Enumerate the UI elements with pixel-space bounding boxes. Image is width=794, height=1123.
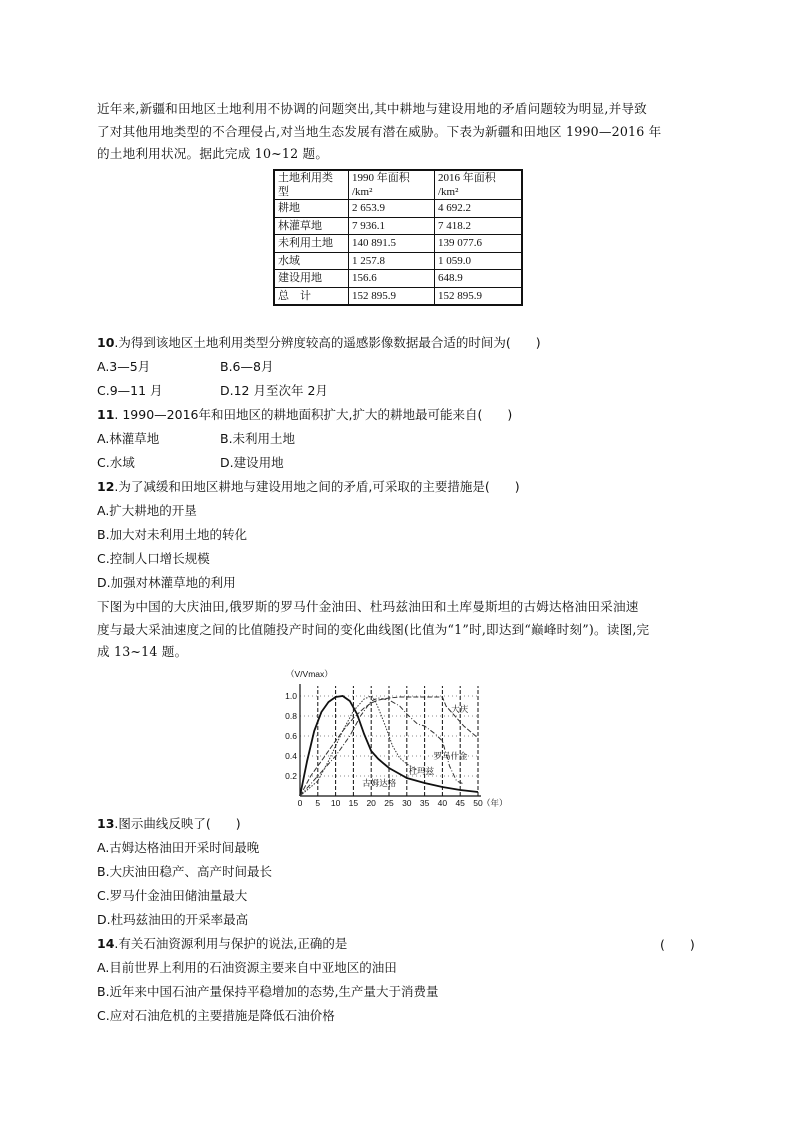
y-tick-label: 0.8 — [285, 711, 297, 721]
question-14 — [97, 935, 347, 953]
table-row — [274, 235, 522, 253]
table-cell: 4 692.2 — [435, 200, 523, 218]
option-a[interactable]: A.3—5月 — [97, 359, 151, 374]
table-row — [274, 287, 522, 305]
oil-production-chart — [280, 664, 525, 812]
x-axis-label: （年） — [482, 798, 508, 808]
option-d[interactable]: D.建设用地 — [220, 455, 284, 470]
question-number: 13 — [97, 816, 115, 831]
x-tick-label: 15 — [348, 798, 359, 808]
table-cell: 总 计 — [274, 287, 349, 305]
table-cell: 7 418.2 — [435, 217, 523, 235]
option-c[interactable]: C.控制人口增长规模 — [97, 551, 210, 566]
intro-paragraph-2 — [97, 596, 697, 664]
table-row — [274, 270, 522, 288]
table-cell: 林灌草地 — [274, 217, 349, 235]
option-a[interactable]: A.目前世界上利用的石油资源主要来自中亚地区的油田 — [97, 960, 397, 975]
table-cell: 1 059.0 — [435, 252, 523, 270]
option-b[interactable]: B.近年来中国石油产量保持平稳增加的态势,生产量大于消费量 — [97, 984, 439, 999]
x-tick-label: 0 — [297, 798, 303, 808]
option-d[interactable]: D.12 月至次年 2月 — [220, 383, 328, 398]
question-number: 11 — [97, 407, 115, 422]
table-cell: 140 891.5 — [349, 235, 435, 253]
option-a[interactable]: A.扩大耕地的开垦 — [97, 503, 197, 518]
series-label: 罗马什金 — [433, 751, 468, 761]
x-tick-label: 45 — [455, 798, 465, 808]
header-text: /km² — [352, 186, 373, 198]
option-b[interactable]: B.6—8月 — [220, 359, 274, 374]
intro-line: 度与最大采油速度之间的比值随投产时间的变化曲线图(比值为“1”时,即达到“巅峰时刻”)。读图,完 — [97, 621, 650, 637]
table-cell: 1 257.8 — [349, 252, 435, 270]
intro-paragraph-1 — [97, 98, 697, 166]
question-number: 12 — [97, 479, 115, 494]
table-cell: 156.6 — [349, 270, 435, 288]
x-tick-label: 35 — [419, 798, 430, 808]
table-cell: 7 936.1 — [349, 217, 435, 235]
option-c[interactable]: C.9—11 月 — [97, 383, 163, 398]
table-cell: 152 895.9 — [435, 287, 523, 305]
question-13 — [97, 815, 241, 833]
x-tick-label: 10 — [330, 798, 341, 808]
header-text: 土地利用类 — [278, 172, 333, 184]
table-cell: 139 077.6 — [435, 235, 523, 253]
table-row — [274, 217, 522, 235]
y-tick-label: 0.4 — [285, 751, 297, 761]
table-cell: 2 653.9 — [349, 200, 435, 218]
intro-line: 下图为中国的大庆油田,俄罗斯的罗马什金油田、杜玛兹油田和土库曼斯坦的古姆达格油田采油速 — [97, 599, 639, 614]
option-d[interactable]: D.加强对林灌草地的利用 — [97, 575, 236, 590]
question-text: .为了减缓和田地区耕地与建设用地之间的矛盾,可采取的主要措施是( ) — [114, 479, 520, 494]
option-c[interactable]: C.罗马什金油田储油量最大 — [97, 888, 248, 903]
series-label: 古姆达格 — [362, 778, 397, 788]
table-row — [274, 200, 522, 218]
question-number: 14 — [97, 936, 115, 951]
header-text: 2016 年面积 — [438, 172, 496, 184]
intro-line: 近年来,新疆和田地区土地利用不协调的问题突出,其中耕地与建设用地的矛盾问题较为明显,并导致 — [97, 101, 647, 116]
series-label: 杜玛兹 — [408, 766, 435, 776]
intro-line: 了对其他用地类型的不合理侵占,对当地生态发展有潜在威胁。下表为新疆和田地区 1990—2016 年 — [97, 123, 662, 139]
option-b[interactable]: B.大庆油田稳产、高产时间最长 — [97, 864, 273, 879]
y-axis-label: （V/Vmax） — [286, 669, 333, 679]
option-d[interactable]: D.杜玛兹油田的开采率最高 — [97, 912, 249, 927]
header-text: /km² — [438, 186, 459, 198]
table-cell: 水域 — [274, 252, 349, 270]
table-cell: 未利用土地 — [274, 235, 349, 253]
answer-parentheses: ( ) — [660, 937, 695, 952]
table-header-cell — [349, 170, 435, 200]
y-tick-label: 1.0 — [285, 691, 297, 701]
header-text: 1990 年面积 — [352, 172, 410, 184]
option-c[interactable]: C.应对石油危机的主要措施是降低石油价格 — [97, 1008, 335, 1023]
table-cell: 耕地 — [274, 200, 349, 218]
header-text: 型 — [278, 186, 289, 198]
option-a[interactable]: A.古姆达格油田开采时间最晚 — [97, 840, 260, 855]
y-tick-label: 0.6 — [285, 731, 297, 741]
option-c[interactable]: C.水域 — [97, 455, 135, 470]
intro-line: 的土地利用状况。据此完成 10~12 题。 — [97, 146, 329, 161]
option-b[interactable]: B.加大对未利用土地的转化 — [97, 527, 248, 542]
question-12 — [97, 478, 520, 496]
x-tick-label: 40 — [437, 798, 448, 808]
table-cell: 152 895.9 — [349, 287, 435, 305]
question-text: .为得到该地区土地利用类型分辨度较高的遥感影像数据最合适的时间为( ) — [114, 335, 541, 350]
series-label: 大庆 — [451, 704, 469, 714]
x-tick-label: 30 — [402, 798, 412, 808]
table-row — [274, 252, 522, 270]
table-header-cell — [274, 170, 349, 200]
x-tick-label: 20 — [366, 798, 376, 808]
question-text: .图示曲线反映了( ) — [114, 816, 241, 831]
question-text: . 1990—2016年和田地区的耕地面积扩大,扩大的耕地最可能来自( ) — [114, 407, 513, 422]
table-cell: 建设用地 — [274, 270, 349, 288]
question-11 — [97, 406, 512, 424]
intro-line: 成 13~14 题。 — [97, 644, 188, 659]
x-tick-label: 50 — [473, 798, 483, 808]
table-header-row — [274, 170, 522, 200]
option-b[interactable]: B.未利用土地 — [220, 431, 296, 446]
question-number: 10 — [97, 335, 115, 350]
land-use-table — [273, 169, 523, 306]
question-10 — [97, 334, 541, 352]
table-cell: 648.9 — [435, 270, 523, 288]
y-tick-label: 0.2 — [285, 771, 297, 781]
table-header-cell — [435, 170, 523, 200]
question-text: .有关石油资源利用与保护的说法,正确的是 — [114, 936, 348, 951]
x-tick-label: 5 — [315, 798, 321, 808]
x-tick-label: 25 — [384, 798, 394, 808]
option-a[interactable]: A.林灌草地 — [97, 431, 160, 446]
chart-texts — [285, 669, 507, 808]
